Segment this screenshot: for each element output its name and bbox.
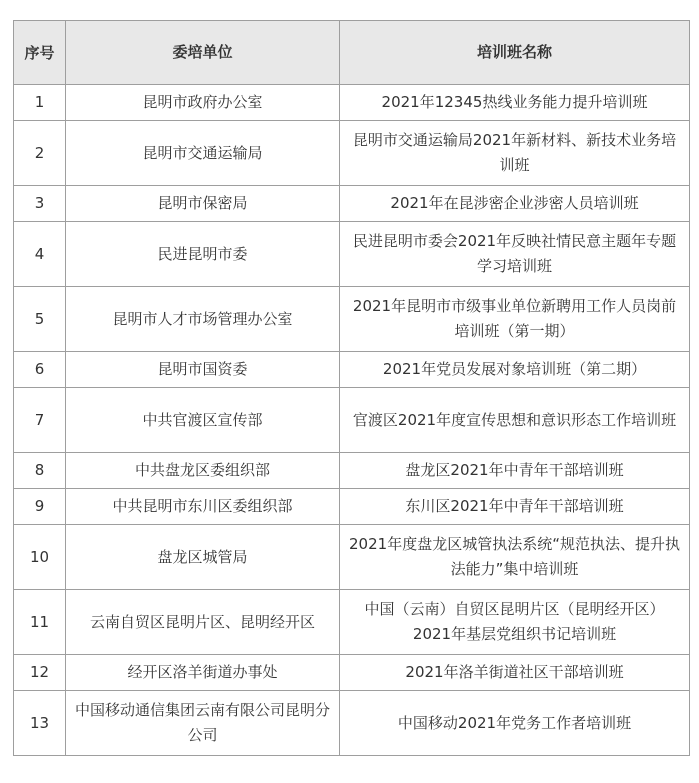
header-class: 培训班名称	[340, 21, 690, 85]
cell-seq: 8	[14, 453, 66, 489]
cell-seq: 9	[14, 489, 66, 525]
cell-unit: 昆明市人才市场管理办公室	[66, 287, 340, 352]
table-container	[13, 20, 689, 756]
cell-class: 中国移动2021年党务工作者培训班	[340, 691, 690, 756]
table-row	[14, 691, 690, 756]
table-row	[14, 453, 690, 489]
cell-seq: 2	[14, 121, 66, 186]
table-row	[14, 85, 690, 121]
cell-unit: 昆明市国资委	[66, 352, 340, 388]
cell-class: 民进昆明市委会2021年反映社情民意主题年专题学习培训班	[340, 222, 690, 287]
header-row	[14, 21, 690, 85]
cell-unit: 云南自贸区昆明片区、昆明经开区	[66, 590, 340, 655]
table-row	[14, 388, 690, 453]
cell-unit: 中国移动通信集团云南有限公司昆明分公司	[66, 691, 340, 756]
table-row	[14, 655, 690, 691]
cell-unit: 中共盘龙区委组织部	[66, 453, 340, 489]
cell-unit: 经开区洛羊街道办事处	[66, 655, 340, 691]
cell-unit: 中共昆明市东川区委组织部	[66, 489, 340, 525]
table-row	[14, 590, 690, 655]
cell-seq: 12	[14, 655, 66, 691]
table-row	[14, 525, 690, 590]
cell-class: 2021年党员发展对象培训班（第二期）	[340, 352, 690, 388]
cell-seq: 1	[14, 85, 66, 121]
cell-unit: 盘龙区城管局	[66, 525, 340, 590]
cell-seq: 7	[14, 388, 66, 453]
cell-unit: 昆明市保密局	[66, 186, 340, 222]
cell-seq: 10	[14, 525, 66, 590]
cell-seq: 3	[14, 186, 66, 222]
cell-seq: 13	[14, 691, 66, 756]
cell-class: 东川区2021年中青年干部培训班	[340, 489, 690, 525]
cell-class: 2021年昆明市市级事业单位新聘用工作人员岗前培训班（第一期）	[340, 287, 690, 352]
cell-seq: 11	[14, 590, 66, 655]
table-row	[14, 121, 690, 186]
cell-class: 2021年洛羊街道社区干部培训班	[340, 655, 690, 691]
cell-unit: 中共官渡区宣传部	[66, 388, 340, 453]
cell-class: 盘龙区2021年中青年干部培训班	[340, 453, 690, 489]
cell-class: 2021年度盘龙区城管执法系统“规范执法、提升执法能力”集中培训班	[340, 525, 690, 590]
cell-seq: 5	[14, 287, 66, 352]
cell-unit: 昆明市政府办公室	[66, 85, 340, 121]
table-row	[14, 352, 690, 388]
cell-class: 2021年12345热线业务能力提升培训班	[340, 85, 690, 121]
cell-seq: 4	[14, 222, 66, 287]
cell-class: 2021年在昆涉密企业涉密人员培训班	[340, 186, 690, 222]
header-seq: 序号	[14, 21, 66, 85]
cell-unit: 民进昆明市委	[66, 222, 340, 287]
cell-class: 官渡区2021年度宣传思想和意识形态工作培训班	[340, 388, 690, 453]
cell-seq: 6	[14, 352, 66, 388]
training-table	[13, 20, 690, 756]
cell-unit: 昆明市交通运输局	[66, 121, 340, 186]
header-unit: 委培单位	[66, 21, 340, 85]
table-row	[14, 186, 690, 222]
table-row	[14, 489, 690, 525]
cell-class: 中国（云南）自贸区昆明片区（昆明经开区）2021年基层党组织书记培训班	[340, 590, 690, 655]
cell-class: 昆明市交通运输局2021年新材料、新技术业务培训班	[340, 121, 690, 186]
table-row	[14, 222, 690, 287]
table-row	[14, 287, 690, 352]
